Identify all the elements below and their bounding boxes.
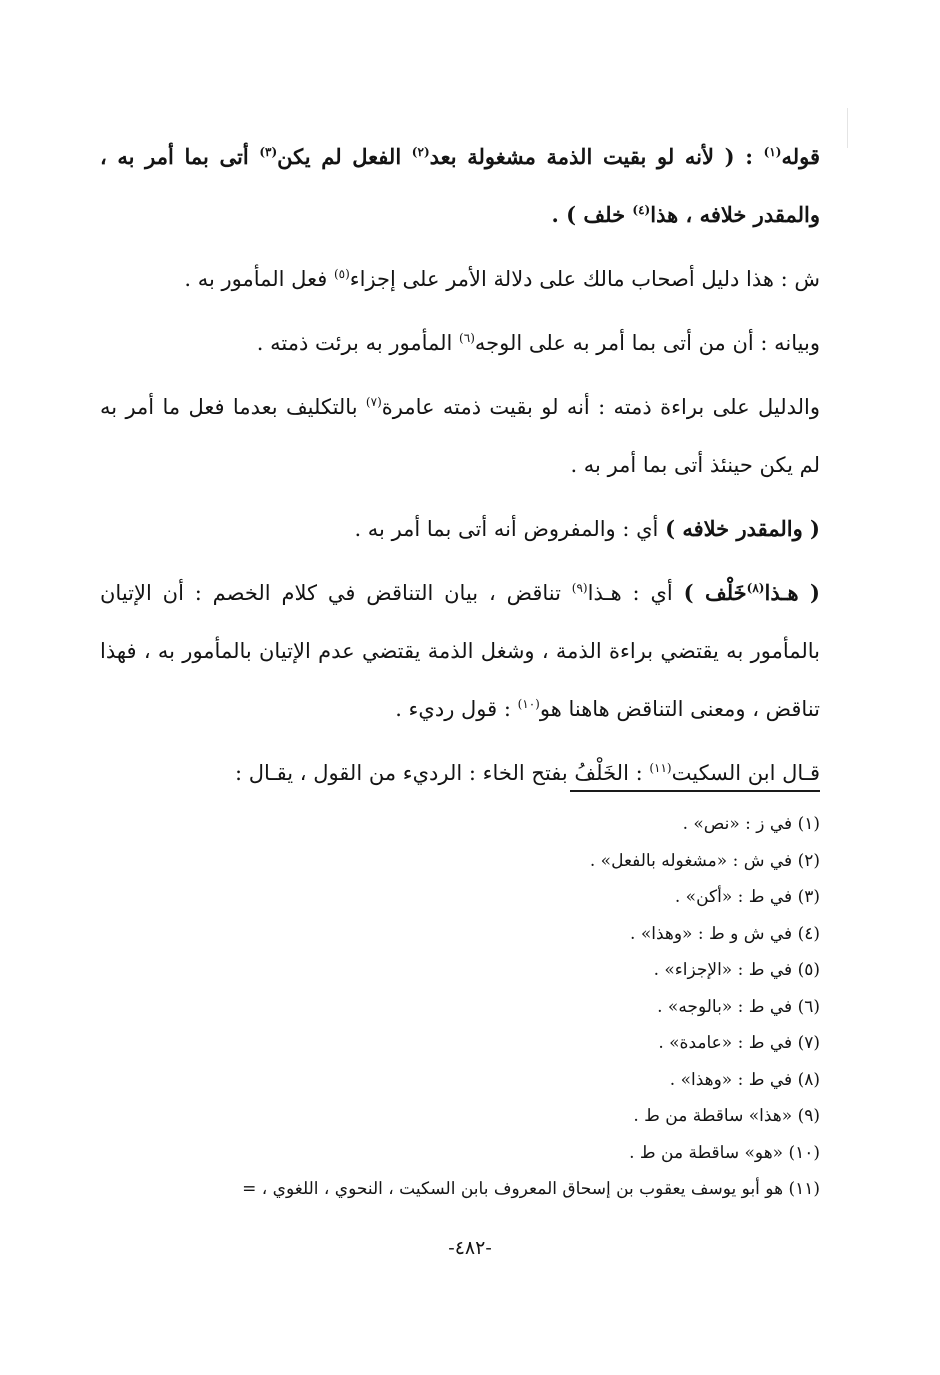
- footnote-2: (٢) في ش : «مشغوله بالفعل» .: [589, 850, 820, 871]
- scan-edge-mark: [847, 108, 848, 148]
- footnote-1: (١) في ز : «نص» .: [682, 814, 820, 834]
- footnote-3: (٣) في ط : «أكن» .: [674, 887, 820, 907]
- footnotes: [60, 806, 820, 1208]
- footnote-9: (٩) «هذا» ساقطة من ط .: [633, 1106, 820, 1126]
- footnote-10: (١٠) «هو» ساقطة من ط .: [629, 1142, 820, 1163]
- paragraph-contradiction: ( هـذا$^{(٨)}$خَلْف ) أي : هـذا$^{(٩)}$ تناقض ، بيان التناقض في كلام الخصم : أن الإتيان بالمأمور به يقتضي براءة الذمة ، وشغل الذمة يقتضي عدم الإتيان بالمأمور به ، فهذا تناقض ، ومعنى التناقض هاهنا هو$^{(١٠)}$ : قول رديء .: [100, 580, 820, 721]
- footnote-4: (٤) في ش و ط : «وهذا» .: [630, 923, 820, 944]
- footnote-5: (٥) في ط : «الإجزاء» .: [653, 960, 820, 980]
- paragraph-quote: قوله$^{(١)}$ : ( لأنه لو بقيت الذمة مشغولة بعد$^{(٢)}$ الفعل لم يكن$^{(٣)}$ أتى بما أمر به ، والمقدر خلافه ، هذا$^{(٤)}$ خلف ) .: [100, 144, 820, 227]
- page-number: -٤٨٢-: [448, 1237, 492, 1259]
- footnote-11: (١١) هو أبو يوسف يعقوب بن إسحاق المعروف بابن السكيت ، النحوي ، اللغوي ، =: [242, 1179, 820, 1199]
- footnote-separator: [570, 790, 820, 792]
- paragraph-commentary: ش : هذا دليل أصحاب مالك على دلالة الأمر على إجزاء$^{(٥)}$ فعل المأمور به .: [184, 267, 820, 291]
- footnote-6: (٦) في ط : «بالوجه» .: [657, 996, 820, 1017]
- paragraph-evidence: والدليل على براءة ذمته : أنه لو بقيت ذمته عامرة$^{(٧)}$ بالتكليف بعدما فعل ما أمر به لم يكن حينئذ أتى بما أمر به .: [100, 395, 821, 477]
- paragraph-assumed: ( والمقدر خلافه ) أي : والمفروض أنه أتى بما أمر به .: [354, 516, 820, 541]
- footnote-8: (٨) في ط : «وهذا» .: [669, 1069, 820, 1090]
- paragraph-explanation: وبيانه : أن من أتى بما أمر به على الوجه$^{(٦)}$ المأمور به برئت ذمته .: [256, 331, 820, 355]
- footnote-7: (٧) في ط : «عامدة» .: [658, 1033, 820, 1053]
- main-text: [100, 128, 820, 802]
- paragraph-ibn-sikkit: قـال ابن السكيت$^{(١١)}$ : الخَلْفُ بفتح الخاء : الرديء من القول ، يقـال :: [235, 761, 820, 785]
